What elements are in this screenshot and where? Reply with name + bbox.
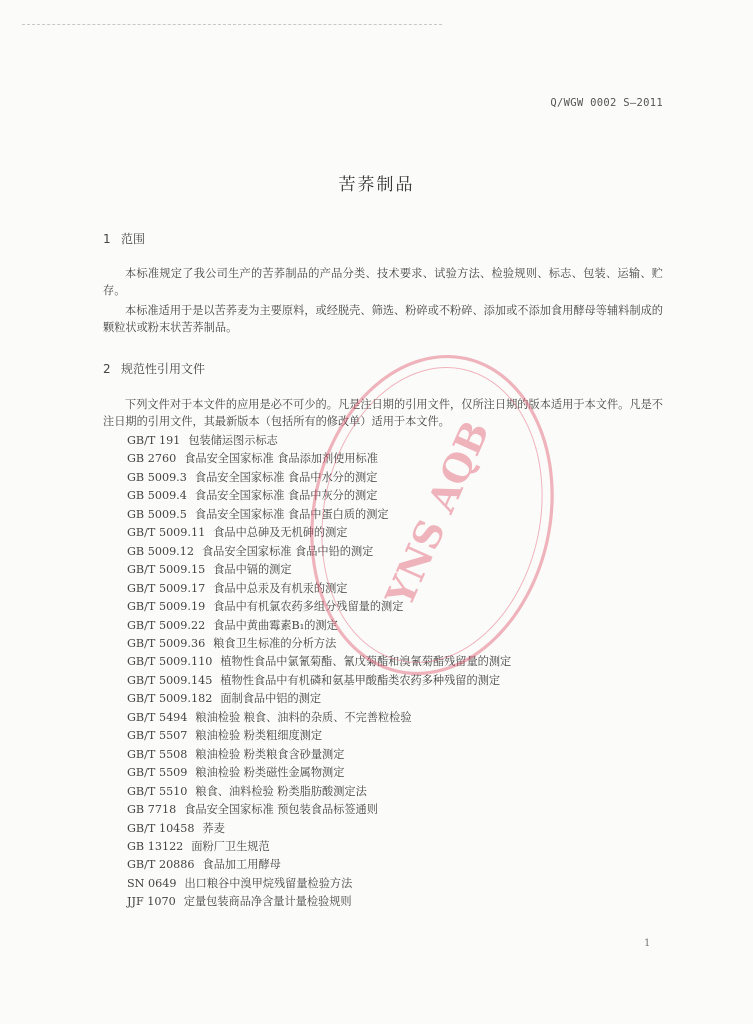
section-heading-normative-references [103, 360, 205, 377]
reference-code: GB/T 191 [127, 434, 181, 447]
reference-name: 包装储运图示标志 [188, 434, 278, 447]
reference-code: GB 2760 [127, 452, 177, 466]
reference-code: GB/T 10458 [127, 821, 195, 835]
reference-item [127, 598, 667, 616]
reference-code: GB/T 5009.11 [127, 526, 206, 540]
section-heading-scope [103, 230, 145, 247]
reference-name: 食品安全国家标准 食品中铅的测定 [201, 544, 374, 558]
reference-name: 粮油检验 粉类粗细度测定 [195, 729, 323, 743]
reference-code: GB/T 5009.22 [127, 618, 206, 632]
reference-name: 食品中镉的测定 [213, 563, 292, 577]
reference-code: JJF 1070 [127, 895, 176, 909]
reference-item [127, 893, 667, 911]
reference-name: 面粉厂卫生规范 [191, 839, 270, 853]
reference-item [127, 838, 667, 856]
reference-name: 粮油检验 粉类磁性金属物测定 [195, 766, 345, 780]
reference-item [127, 487, 667, 505]
reference-code: GB/T 5009.110 [127, 655, 213, 669]
reference-name: 粮食卫生标准的分析方法 [213, 636, 337, 650]
reference-item [127, 653, 667, 671]
reference-item [127, 875, 667, 893]
section-number: 1 [103, 232, 111, 246]
reference-code: SN 0649 [127, 876, 177, 890]
reference-name: 食品中总砷及无机砷的测定 [213, 526, 348, 540]
reference-name: 粮油检验 粉类粮食含砂量测定 [195, 747, 345, 761]
reference-name: 食品加工用酵母 [202, 858, 281, 872]
reference-code: GB/T 5009.36 [127, 636, 206, 650]
reference-code: GB 5009.5 [127, 507, 187, 521]
reference-code: GB/T 5009.145 [127, 673, 213, 687]
reference-code: GB/T 5009.15 [127, 563, 206, 577]
reference-list [127, 432, 667, 912]
reference-code: GB/T 5009.19 [127, 600, 206, 614]
reference-code: GB/T 5494 [127, 710, 188, 724]
reference-item [127, 856, 667, 874]
reference-item [127, 709, 667, 727]
reference-code: GB 5009.4 [127, 489, 187, 503]
section-title: 规范性引用文件 [121, 362, 206, 376]
reference-name: 食品中黄曲霉素B₁的测定 [213, 618, 338, 632]
reference-code: GB/T 5510 [127, 784, 188, 798]
reference-name: 食品安全国家标准 食品添加剂使用标准 [184, 452, 378, 466]
reference-name: 食品安全国家标准 食品中灰分的测定 [194, 489, 378, 503]
page-number: 1 [644, 938, 651, 949]
reference-name: 食品安全国家标准 预包装食品标签通则 [184, 803, 378, 817]
reference-name: 食品安全国家标准 食品中水分的测定 [194, 470, 378, 484]
reference-code: GB 13122 [127, 839, 184, 853]
reference-name: 食品中有机氯农药多组分残留量的测定 [213, 600, 404, 614]
reference-item [127, 727, 667, 745]
reference-item [127, 635, 667, 653]
section-number: 2 [103, 362, 111, 376]
reference-item [127, 764, 667, 782]
reference-code: GB/T 5507 [127, 729, 188, 743]
reference-item [127, 432, 667, 450]
header-rule [22, 24, 442, 25]
reference-code: GB/T 5009.17 [127, 581, 206, 595]
reference-code: GB/T 20886 [127, 858, 195, 872]
reference-item [127, 543, 667, 561]
reference-item [127, 672, 667, 690]
reference-item [127, 506, 667, 524]
reference-code: GB/T 5009.182 [127, 692, 213, 706]
reference-item [127, 561, 667, 579]
reference-item [127, 469, 667, 487]
reference-code: GB/T 5509 [127, 766, 188, 780]
reference-item [127, 617, 667, 635]
paragraph: 本标准适用于是以苦荞麦为主要原料，或经脱壳、筛选、粉碎或不粉碎、添加或不添加食用酵母等辅料制成的颗粒状或粉末状苦荞制品。 [103, 304, 663, 334]
document-code: Q/WGW 0002 S—2011 [550, 97, 663, 109]
reference-item [127, 783, 667, 801]
reference-name: 定量包装商品净含量计量检验规则 [183, 895, 352, 909]
reference-name: 粮油检验 粮食、油料的杂质、不完善粒检验 [195, 710, 412, 724]
reference-item [127, 450, 667, 468]
paragraph: 本标准规定了我公司生产的苦荞制品的产品分类、技术要求、试验方法、检验规则、标志、包装、运输、贮存。 [103, 267, 663, 297]
reference-item [127, 524, 667, 542]
reference-name: 食品中总汞及有机汞的测定 [213, 581, 348, 595]
reference-item [127, 746, 667, 764]
page-title: 苦荞制品 [338, 175, 415, 195]
reference-name: 植物性食品中氯氰菊酯、氰戊菊酯和溴氰菊酯残留量的测定 [220, 655, 512, 669]
section-title: 范围 [121, 232, 146, 246]
reference-item [127, 801, 667, 819]
reference-item [127, 580, 667, 598]
reference-code: GB 7718 [127, 803, 177, 817]
reference-item [127, 820, 667, 838]
reference-code: GB 5009.3 [127, 470, 187, 484]
reference-name: 面制食品中铝的测定 [220, 692, 322, 706]
reference-name: 粮食、油料检验 粉类脂肪酸测定法 [195, 784, 367, 798]
reference-name: 植物性食品中有机磷和氨基甲酸酯类农药多种残留的测定 [220, 673, 501, 687]
paragraph: 下列文件对于本文件的应用是必不可少的。凡是注日期的引用文件，仅所注日期的版本适用于本文件。凡是不注日期的引用文件，其最新版本（包括所有的修改单）适用于本文件。 [103, 398, 663, 428]
reference-code: GB 5009.12 [127, 544, 194, 558]
reference-name: 出口粮谷中溴甲烷残留量检验方法 [184, 876, 353, 890]
reference-name: 食品安全国家标准 食品中蛋白质的测定 [194, 507, 389, 521]
reference-item [127, 690, 667, 708]
reference-name: 荞麦 [202, 821, 225, 835]
reference-code: GB/T 5508 [127, 747, 188, 761]
stamp-text: YNS AQB [376, 414, 498, 613]
